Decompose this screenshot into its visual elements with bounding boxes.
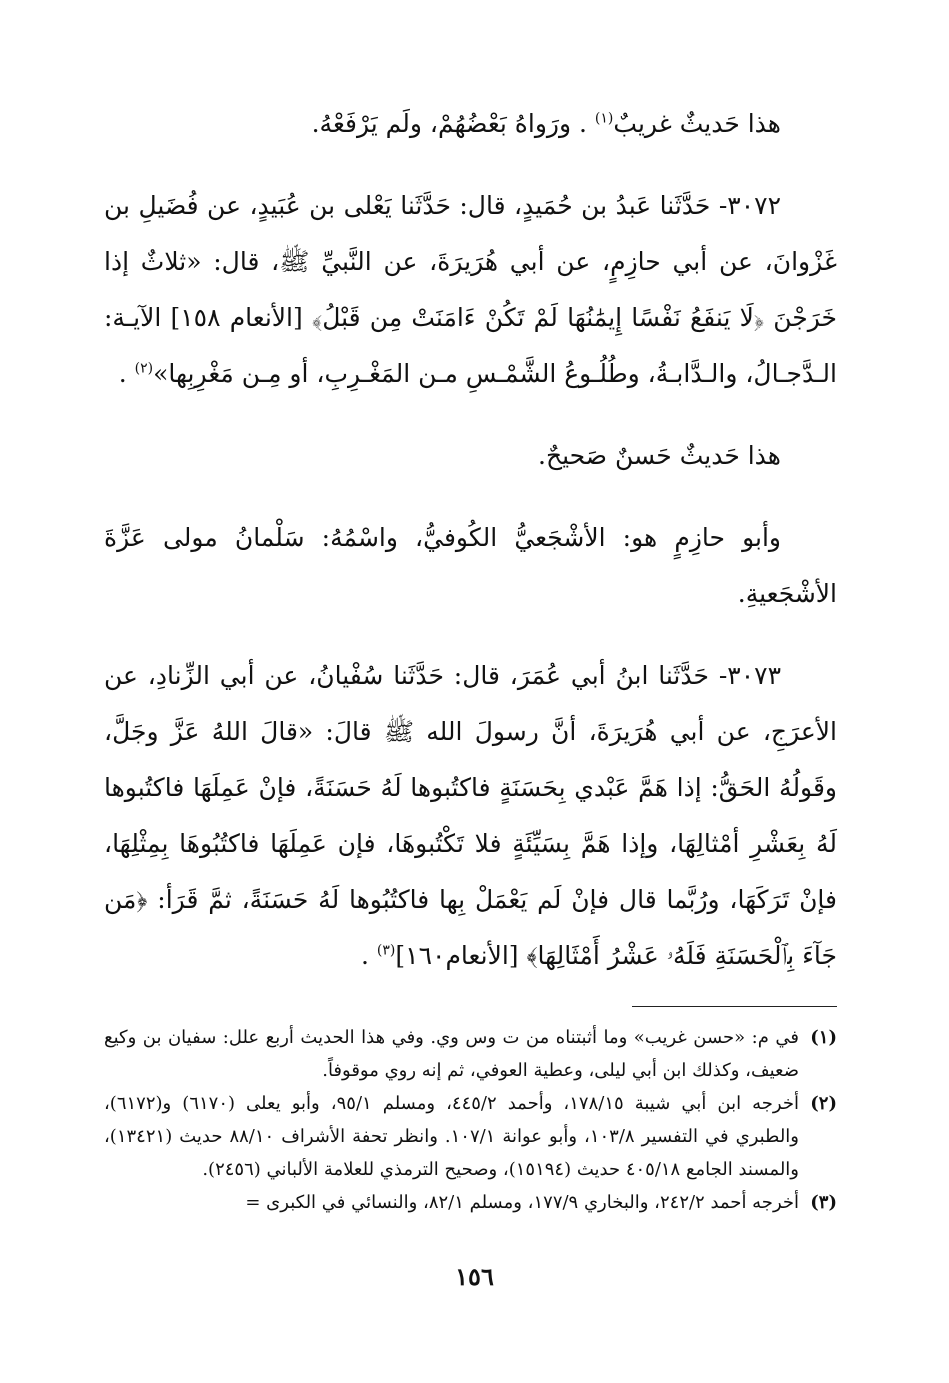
hadith-grade: هذا حَديثٌ حَسنٌ صَحيحٌ. xyxy=(538,441,781,470)
footnote-1 xyxy=(104,1021,837,1087)
footnote-number: (١) xyxy=(810,1027,837,1048)
narrator-note: وأبو حازِمٍ هو: الأشْجَعيُّ الكُوفيُّ، واسْمُهُ: سَلْمانُ مولى عَزَّةَ الأشْجَعيةِ. xyxy=(104,523,837,608)
footnote-ref-2: (٢) xyxy=(134,360,154,377)
hadith-3073: ٣٠٧٣- حَدَّثَنا ابنُ أبي عُمَرَ، قال: حَدَّثَنا سُفْيانُ، عن أبي الزِّنادِ، عن الأعرَجِ، عن أبي هُرَيرَةَ، أنَّ رسولَ الله ﷺ قالَ: «قالَ اللهُ عَزَّ وجَلَّ، وقَولُهُ الحَقُّ: إذا هَمَّ عَبْدي بِحَسَنَةٍ فاكتُبوها لَهُ حَسَنَةً، فإنْ عَمِلَهَا فاكتُبوها لَهُ بِعَشْرِ أمْثالِهَا، وإذا هَمَّ بِسَيِّئَةٍ فلا تَكْتُبوهَا، فإن عَمِلَهَا فاكتُبُوهَا بِمِثْلِهَا، فإنْ تَرَكَهَا، ورُبَّما قال فإنْ لَم يَعْمَلْ بِها فاكتُبُوها لَهُ حَسَنَةً، ثمَّ قَرَأ: ﴿مَن جَآءَ بِٱلْحَسَنَةِ فَلَهُۥ عَشْرُ أَمْثَالِهَا﴾ [الأنعام١٦٠]$^{(٣)}$ . xyxy=(104,661,837,970)
page-number: ١٥٦ xyxy=(455,1262,494,1291)
footnote-ref-1: (١) xyxy=(594,110,614,127)
footnote-text: أخرجه ابن أبي شيبة ١٧٨/١٥، وأحمد ٤٤٥/٢، ومسلم ٩٥/١، وأبو يعلى (٦١٧٠) و(٦١٧٢)، والطبري في التفسير ١٠٣/٨، وأبو عوانة ١٠٧/١. وانظر تحفة الأشراف ٨٨/١٠ حديث (١٣٤٢١)، والمسند الجامع ٤٠٥/١٨ حديث (١٥١٩٤)، وصحيح الترمذي للعلامة الألباني (٢٤٥٦). xyxy=(104,1093,799,1180)
footnote-number: (٣) xyxy=(810,1192,837,1213)
footnote-2 xyxy=(104,1087,837,1186)
footnote-3 xyxy=(104,1186,837,1219)
footnote-number: (٢) xyxy=(810,1093,837,1114)
main-text xyxy=(104,96,837,984)
paragraph-1: هذا حَديثٌ غريبٌ$^{(١)}$ . ورَواهُ بَعْضُهُمْ، ولَم يَرْفَعْهُ. xyxy=(311,109,781,138)
footnote-ref-3: (٣) xyxy=(376,942,396,959)
footnote-separator xyxy=(632,1006,837,1007)
hadith-3072: ٣٠٧٢- حَدَّثَنا عَبدُ بن حُمَيدٍ، قال: حَدَّثَنا يَعْلى بن عُبَيدٍ، عن فُضَيلِ بن غَزْوانَ، عن أبي حازِمٍ، عن أبي هُرَيرَةَ، عن النَّبيِّ ﷺ، قال: «ثلاثٌ إذا خَرَجْنَ ﴿لَا يَنفَعُ نَفْسًا إِيمَٰنُهَا لَمْ تَكُنْ ءَامَنَتْ مِن قَبْلُ﴾ [الأنعام ١٥٨] الآيـة: الـدَّجـالُ، والـدَّابـةُ، وطُلُـوعُ الشَّمْـسِ مـن المَغْـرِبِ، أو مِـن مَغْرِبِها»$^{(٢)}$ . xyxy=(104,191,838,388)
footnote-text: في م: «حسن غريب» وما أثبتناه من ت وس وي. وفي هذا الحديث أربع علل: سفيان بن وكيع ضعيف، وكذلك ابن أبي ليلى، وعطية العوفي، ثم إنه روي موقوفاً. xyxy=(104,1027,799,1081)
footnote-text: أخرجه أحمد ٢٤٢/٢، والبخاري ١٧٧/٩، ومسلم ٨٢/١، والنسائي في الكبرى = xyxy=(245,1192,799,1213)
footnotes xyxy=(104,1021,837,1219)
